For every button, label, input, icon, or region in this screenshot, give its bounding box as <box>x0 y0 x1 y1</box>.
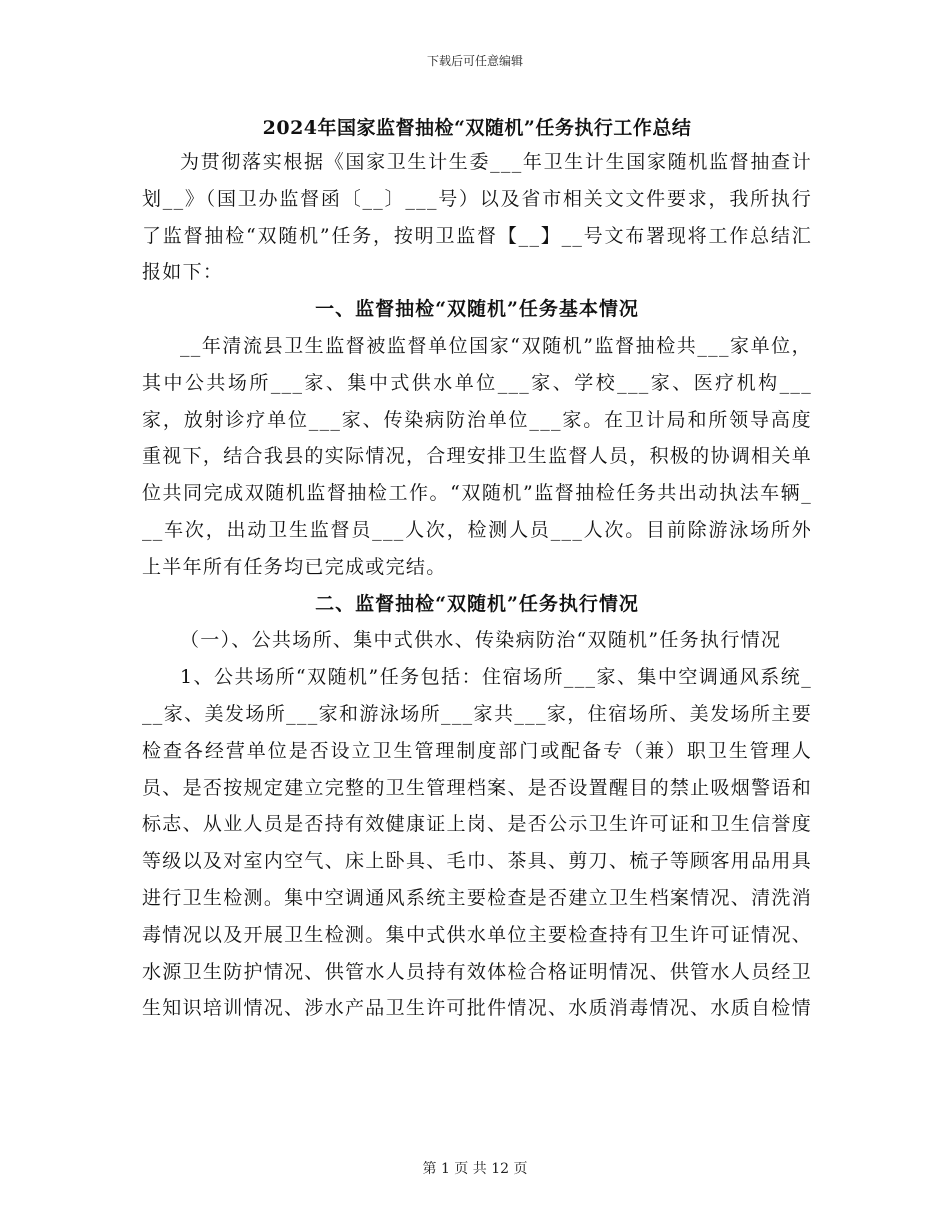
intro-paragraph: 为贯彻落实根据《国家卫生计生委___年卫生计生国家随机监督抽查计划__》（国卫办监督函〔__〕___号）以及省市相关文文件要求，我所执行了监督抽检“双随机”任务，按明卫监督【__】__号文布署现将工作总结汇报如下： <box>142 151 812 284</box>
section-heading-2: 二、监督抽检“双随机”任务执行情况 <box>315 592 639 615</box>
header-note: 下载后可任意编辑 <box>426 54 523 68</box>
document-body <box>142 112 812 1027</box>
subsection-paragraph: （一）、公共场所、集中式供水、传染病防治“双随机”任务执行情况 <box>180 629 782 652</box>
section-heading-1: 一、监督抽检“双随机”任务基本情况 <box>315 298 639 321</box>
basic-info-paragraph: __年清流县卫生监督被监督单位国家“双随机”监督抽检共___家单位，其中公共场所___家、集中式供水单位___家、学校___家、医疗机构___家，放射诊疗单位___家、传染病防治单位___家。在卫计局和所领导高度重视下，结合我县的实际情况，合理安排卫生监督人员，积极的协调相关单位共同完成双随机监督抽检工作。“双随机”监督抽检任务共出动执法车辆___车次，出动卫生监督员___人次，检测人员___人次。目前除游泳场所外上半年所有任务均已完成或完结。 <box>142 334 812 578</box>
page-footer: 第 1 页 共 12 页 <box>422 1161 528 1177</box>
item-1-paragraph: 1、公共场所“双随机”任务包括：住宿场所___家、集中空调通风系统___家、美发场所___家和游泳场所___家共___家，住宿场所、美发场所主要检查各经营单位是否设立卫生管理制度部门或配备专（兼）职卫生管理人员、是否按规定建立完整的卫生管理档案、是否设置醒目的禁止吸烟警语和标志、从业人员是否持有效健康证上岗、是否公示卫生许可证和卫生信誉度等级以及对室内空气、床上卧具、毛巾、茶具、剪刀、梳子等顾客用品用具进行卫生检测。集中空调通风系统主要检查是否建立卫生档案情况、清洗消毒情况以及开展卫生检测。集中式供水单位主要检查持有卫生许可证情况、水源卫生防护情况、供管水人员持有效体检合格证明情况、供管水人员经卫生知识培训情况、涉水产品卫生许可批件情况、水质消毒情况、水质自检情 <box>142 666 812 1020</box>
document-title: 2024年国家监督抽检“双随机”任务执行工作总结 <box>262 117 692 139</box>
